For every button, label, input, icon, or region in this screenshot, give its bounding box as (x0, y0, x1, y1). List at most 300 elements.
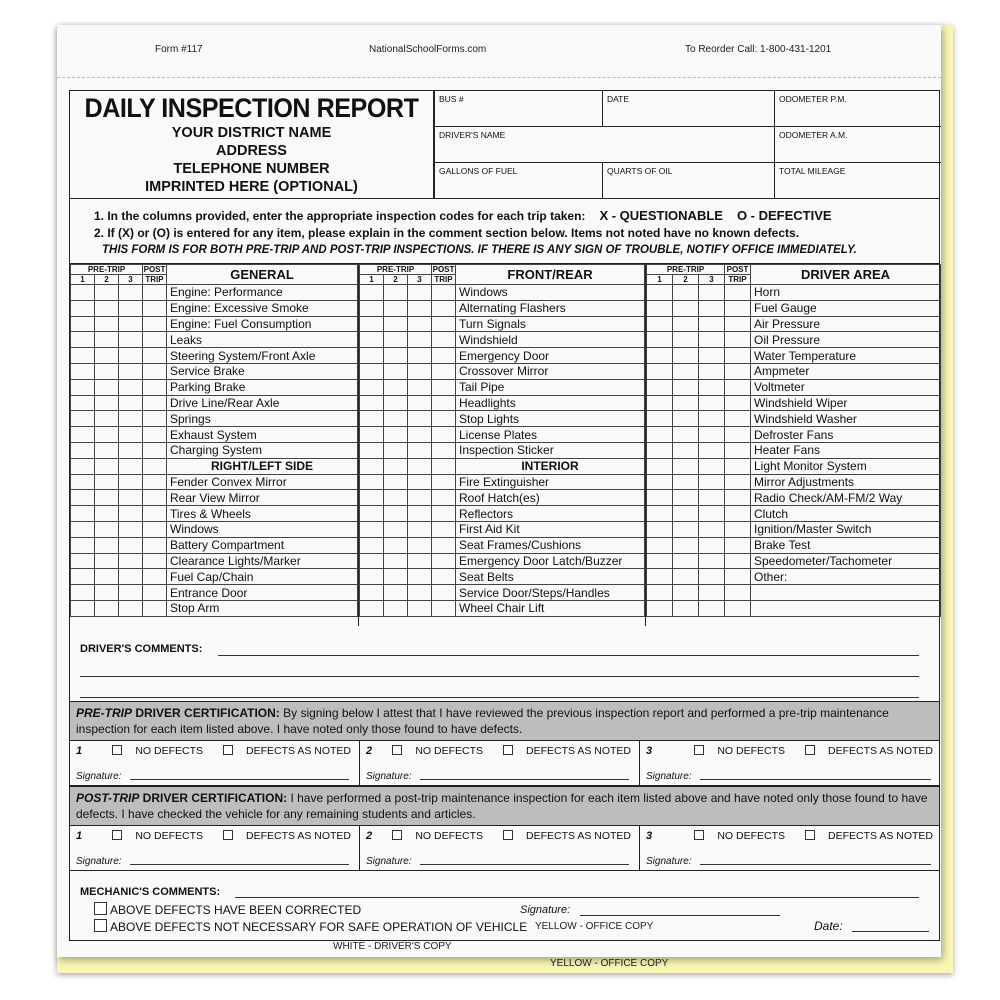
inspection-code-cell[interactable] (360, 300, 384, 316)
defects-as-noted-option[interactable] (213, 745, 351, 757)
inspection-code-cell[interactable] (725, 348, 751, 364)
inspection-code-cell[interactable] (725, 521, 751, 537)
inspection-code-cell[interactable] (143, 490, 167, 506)
inspection-code-cell[interactable] (408, 553, 432, 569)
inspection-code-cell[interactable] (384, 537, 408, 553)
inspection-code-cell[interactable] (673, 332, 699, 348)
inspection-code-cell[interactable] (71, 537, 95, 553)
inspection-code-cell[interactable] (699, 395, 725, 411)
inspection-code-cell[interactable] (71, 458, 95, 474)
inspection-code-cell[interactable] (143, 458, 167, 474)
inspection-code-cell[interactable] (119, 442, 143, 458)
inspection-code-cell[interactable] (360, 411, 384, 427)
inspection-code-cell[interactable] (647, 348, 673, 364)
inspection-code-cell[interactable] (360, 332, 384, 348)
inspection-code-cell[interactable] (119, 474, 143, 490)
inspection-code-cell[interactable] (699, 427, 725, 443)
inspection-code-cell[interactable] (95, 316, 119, 332)
defects-as-noted-option[interactable] (795, 745, 933, 757)
checkbox[interactable] (112, 745, 122, 755)
inspection-code-cell[interactable] (119, 411, 143, 427)
inspection-code-cell[interactable] (143, 442, 167, 458)
odometer-pm-field[interactable]: ODOMETER P.M. (774, 91, 941, 127)
inspection-code-cell[interactable] (384, 363, 408, 379)
inspection-code-cell[interactable] (360, 348, 384, 364)
inspection-code-cell[interactable] (432, 521, 456, 537)
inspection-code-cell[interactable] (725, 363, 751, 379)
inspection-code-cell[interactable] (673, 348, 699, 364)
inspection-code-cell[interactable] (95, 474, 119, 490)
inspection-code-cell[interactable] (119, 379, 143, 395)
inspection-code-cell[interactable] (384, 285, 408, 301)
inspection-code-cell[interactable] (384, 553, 408, 569)
inspection-code-cell[interactable] (673, 600, 699, 616)
checkbox[interactable] (503, 830, 513, 840)
inspection-code-cell[interactable] (432, 490, 456, 506)
inspection-code-cell[interactable] (432, 363, 456, 379)
inspection-code-cell[interactable] (95, 553, 119, 569)
inspection-code-cell[interactable] (95, 600, 119, 616)
inspection-code-cell[interactable] (725, 285, 751, 301)
inspection-code-cell[interactable] (360, 285, 384, 301)
inspection-code-cell[interactable] (647, 521, 673, 537)
comment-line[interactable] (218, 655, 919, 656)
inspection-code-cell[interactable] (360, 427, 384, 443)
inspection-code-cell[interactable] (408, 442, 432, 458)
inspection-code-cell[interactable] (360, 363, 384, 379)
inspection-code-cell[interactable] (408, 585, 432, 601)
inspection-code-cell[interactable] (71, 569, 95, 585)
inspection-code-cell[interactable] (673, 569, 699, 585)
inspection-code-cell[interactable] (408, 332, 432, 348)
inspection-code-cell[interactable] (143, 332, 167, 348)
inspection-code-cell[interactable] (673, 442, 699, 458)
inspection-code-cell[interactable] (673, 537, 699, 553)
inspection-code-cell[interactable] (408, 569, 432, 585)
checkbox[interactable] (392, 830, 402, 840)
inspection-code-cell[interactable] (143, 363, 167, 379)
signature-line[interactable] (420, 864, 629, 865)
inspection-code-cell[interactable] (143, 300, 167, 316)
inspection-code-cell[interactable] (119, 300, 143, 316)
inspection-code-cell[interactable] (384, 411, 408, 427)
no-defects-option[interactable] (382, 745, 483, 757)
inspection-code-cell[interactable] (95, 411, 119, 427)
inspection-code-cell[interactable] (432, 585, 456, 601)
inspection-code-cell[interactable] (95, 490, 119, 506)
inspection-code-cell[interactable] (699, 537, 725, 553)
inspection-code-cell[interactable] (95, 427, 119, 443)
inspection-code-cell[interactable] (360, 506, 384, 522)
inspection-code-cell[interactable] (384, 316, 408, 332)
inspection-code-cell[interactable] (725, 332, 751, 348)
inspection-code-cell[interactable] (360, 442, 384, 458)
inspection-code-cell[interactable] (360, 474, 384, 490)
inspection-code-cell[interactable] (119, 363, 143, 379)
inspection-code-cell[interactable] (725, 553, 751, 569)
inspection-code-cell[interactable] (95, 379, 119, 395)
inspection-code-cell[interactable] (432, 316, 456, 332)
inspection-code-cell[interactable] (119, 332, 143, 348)
inspection-code-cell[interactable] (360, 553, 384, 569)
inspection-code-cell[interactable] (432, 379, 456, 395)
mechanics-comments-line[interactable] (235, 897, 919, 898)
inspection-code-cell[interactable] (725, 490, 751, 506)
defects-as-noted-option[interactable] (493, 745, 631, 757)
inspection-code-cell[interactable] (119, 537, 143, 553)
inspection-code-cell[interactable] (699, 379, 725, 395)
inspection-code-cell[interactable] (673, 316, 699, 332)
inspection-code-cell[interactable] (647, 411, 673, 427)
inspection-code-cell[interactable] (143, 569, 167, 585)
checkbox[interactable] (694, 745, 704, 755)
inspection-code-cell[interactable] (699, 300, 725, 316)
inspection-code-cell[interactable] (673, 490, 699, 506)
date-field[interactable]: DATE (602, 91, 774, 127)
signature-line[interactable] (420, 779, 629, 780)
inspection-code-cell[interactable] (432, 458, 456, 474)
inspection-code-cell[interactable] (647, 427, 673, 443)
inspection-code-cell[interactable] (71, 316, 95, 332)
inspection-code-cell[interactable] (71, 585, 95, 601)
inspection-code-cell[interactable] (95, 395, 119, 411)
inspection-code-cell[interactable] (384, 427, 408, 443)
inspection-code-cell[interactable] (408, 427, 432, 443)
inspection-code-cell[interactable] (95, 569, 119, 585)
inspection-code-cell[interactable] (699, 521, 725, 537)
inspection-code-cell[interactable] (360, 569, 384, 585)
inspection-code-cell[interactable] (673, 553, 699, 569)
inspection-code-cell[interactable] (95, 332, 119, 348)
total-mileage-field[interactable]: TOTAL MILEAGE (774, 163, 941, 199)
inspection-code-cell[interactable] (384, 458, 408, 474)
inspection-code-cell[interactable] (119, 427, 143, 443)
inspection-code-cell[interactable] (119, 316, 143, 332)
inspection-code-cell[interactable] (647, 332, 673, 348)
signature-line[interactable] (130, 864, 349, 865)
inspection-code-cell[interactable] (432, 442, 456, 458)
inspection-code-cell[interactable] (95, 285, 119, 301)
inspection-code-cell[interactable] (95, 537, 119, 553)
inspection-code-cell[interactable] (71, 474, 95, 490)
inspection-code-cell[interactable] (725, 585, 751, 601)
inspection-code-cell[interactable] (725, 427, 751, 443)
inspection-code-cell[interactable] (725, 569, 751, 585)
inspection-code-cell[interactable] (119, 490, 143, 506)
inspection-code-cell[interactable] (71, 427, 95, 443)
defects-corrected-option[interactable] (94, 902, 361, 917)
inspection-code-cell[interactable] (119, 285, 143, 301)
inspection-code-cell[interactable] (384, 600, 408, 616)
inspection-code-cell[interactable] (673, 300, 699, 316)
inspection-code-cell[interactable] (699, 458, 725, 474)
comment-line[interactable] (80, 676, 919, 677)
inspection-code-cell[interactable] (647, 506, 673, 522)
inspection-code-cell[interactable] (71, 442, 95, 458)
inspection-code-cell[interactable] (699, 316, 725, 332)
inspection-code-cell[interactable] (119, 458, 143, 474)
inspection-code-cell[interactable] (143, 379, 167, 395)
inspection-code-cell[interactable] (143, 316, 167, 332)
inspection-code-cell[interactable] (408, 474, 432, 490)
inspection-code-cell[interactable] (71, 300, 95, 316)
inspection-code-cell[interactable] (71, 379, 95, 395)
inspection-code-cell[interactable] (699, 442, 725, 458)
inspection-code-cell[interactable] (384, 348, 408, 364)
inspection-code-cell[interactable] (71, 553, 95, 569)
inspection-code-cell[interactable] (119, 506, 143, 522)
inspection-code-cell[interactable] (360, 379, 384, 395)
inspection-code-cell[interactable] (143, 521, 167, 537)
inspection-code-cell[interactable] (71, 363, 95, 379)
inspection-code-cell[interactable] (95, 363, 119, 379)
inspection-code-cell[interactable] (725, 395, 751, 411)
checkbox[interactable] (503, 745, 513, 755)
odometer-am-field[interactable]: ODOMETER A.M. (774, 127, 941, 163)
inspection-code-cell[interactable] (673, 427, 699, 443)
inspection-code-cell[interactable] (71, 332, 95, 348)
inspection-code-cell[interactable] (119, 395, 143, 411)
inspection-code-cell[interactable] (647, 600, 673, 616)
gallons-of-fuel-field[interactable]: GALLONS OF FUEL (434, 163, 602, 199)
inspection-code-cell[interactable] (95, 300, 119, 316)
inspection-code-cell[interactable] (384, 300, 408, 316)
inspection-code-cell[interactable] (432, 474, 456, 490)
checkbox[interactable] (223, 745, 233, 755)
signature-line[interactable] (700, 779, 931, 780)
inspection-code-cell[interactable] (725, 474, 751, 490)
inspection-code-cell[interactable] (432, 348, 456, 364)
inspection-code-cell[interactable] (143, 285, 167, 301)
checkbox[interactable] (112, 830, 122, 840)
inspection-code-cell[interactable] (71, 348, 95, 364)
inspection-code-cell[interactable] (95, 521, 119, 537)
defects-as-noted-option[interactable] (795, 830, 933, 842)
inspection-code-cell[interactable] (360, 458, 384, 474)
inspection-code-cell[interactable] (725, 442, 751, 458)
inspection-code-cell[interactable] (119, 569, 143, 585)
inspection-code-cell[interactable] (71, 521, 95, 537)
inspection-code-cell[interactable] (647, 474, 673, 490)
inspection-code-cell[interactable] (725, 458, 751, 474)
inspection-code-cell[interactable] (699, 285, 725, 301)
inspection-code-cell[interactable] (143, 537, 167, 553)
inspection-code-cell[interactable] (647, 553, 673, 569)
drivers-comments-section[interactable] (70, 626, 939, 701)
inspection-code-cell[interactable] (699, 600, 725, 616)
inspection-code-cell[interactable] (699, 553, 725, 569)
inspection-code-cell[interactable] (360, 395, 384, 411)
defects-as-noted-option[interactable] (493, 830, 631, 842)
inspection-code-cell[interactable] (408, 458, 432, 474)
inspection-code-cell[interactable] (408, 316, 432, 332)
inspection-code-cell[interactable] (71, 285, 95, 301)
inspection-code-cell[interactable] (673, 474, 699, 490)
inspection-code-cell[interactable] (408, 600, 432, 616)
inspection-code-cell[interactable] (647, 300, 673, 316)
inspection-code-cell[interactable] (699, 411, 725, 427)
inspection-code-cell[interactable] (71, 411, 95, 427)
inspection-code-cell[interactable] (699, 474, 725, 490)
mechanic-date-line[interactable] (852, 931, 929, 932)
inspection-code-cell[interactable] (432, 285, 456, 301)
inspection-code-cell[interactable] (699, 363, 725, 379)
inspection-code-cell[interactable] (384, 395, 408, 411)
inspection-code-cell[interactable] (432, 300, 456, 316)
inspection-code-cell[interactable] (95, 506, 119, 522)
inspection-code-cell[interactable] (360, 521, 384, 537)
inspection-code-cell[interactable] (432, 537, 456, 553)
inspection-code-cell[interactable] (143, 411, 167, 427)
inspection-code-cell[interactable] (408, 395, 432, 411)
bus-number-field[interactable]: BUS # (434, 91, 602, 127)
inspection-code-cell[interactable] (725, 506, 751, 522)
inspection-code-cell[interactable] (408, 285, 432, 301)
inspection-code-cell[interactable] (384, 521, 408, 537)
inspection-code-cell[interactable] (384, 490, 408, 506)
inspection-code-cell[interactable] (384, 569, 408, 585)
inspection-code-cell[interactable] (143, 427, 167, 443)
inspection-code-cell[interactable] (71, 395, 95, 411)
inspection-code-cell[interactable] (699, 490, 725, 506)
inspection-code-cell[interactable] (432, 569, 456, 585)
inspection-code-cell[interactable] (71, 506, 95, 522)
checkbox[interactable] (805, 745, 815, 755)
inspection-code-cell[interactable] (408, 490, 432, 506)
signature-line[interactable] (130, 779, 349, 780)
mechanic-signature-line[interactable] (580, 915, 780, 916)
inspection-code-cell[interactable] (408, 521, 432, 537)
inspection-code-cell[interactable] (647, 458, 673, 474)
inspection-code-cell[interactable] (95, 585, 119, 601)
inspection-code-cell[interactable] (143, 474, 167, 490)
inspection-code-cell[interactable] (408, 537, 432, 553)
inspection-code-cell[interactable] (119, 521, 143, 537)
inspection-code-cell[interactable] (143, 585, 167, 601)
inspection-code-cell[interactable] (725, 411, 751, 427)
inspection-code-cell[interactable] (725, 316, 751, 332)
quarts-of-oil-field[interactable]: QUARTS OF OIL (602, 163, 774, 199)
checkbox[interactable] (694, 830, 704, 840)
inspection-code-cell[interactable] (360, 600, 384, 616)
inspection-code-cell[interactable] (71, 490, 95, 506)
inspection-code-cell[interactable] (408, 411, 432, 427)
no-defects-option[interactable] (102, 830, 203, 842)
inspection-code-cell[interactable] (119, 585, 143, 601)
inspection-code-cell[interactable] (432, 600, 456, 616)
inspection-code-cell[interactable] (673, 285, 699, 301)
inspection-code-cell[interactable] (384, 506, 408, 522)
inspection-code-cell[interactable] (673, 585, 699, 601)
inspection-code-cell[interactable] (673, 411, 699, 427)
checkbox[interactable] (94, 919, 107, 932)
inspection-code-cell[interactable] (432, 427, 456, 443)
inspection-code-cell[interactable] (408, 506, 432, 522)
inspection-code-cell[interactable] (673, 395, 699, 411)
inspection-code-cell[interactable] (360, 537, 384, 553)
drivers-name-field[interactable]: DRIVER'S NAME (434, 127, 774, 163)
inspection-code-cell[interactable] (647, 379, 673, 395)
inspection-code-cell[interactable] (673, 506, 699, 522)
inspection-code-cell[interactable] (725, 537, 751, 553)
inspection-code-cell[interactable] (432, 411, 456, 427)
inspection-code-cell[interactable] (647, 490, 673, 506)
inspection-code-cell[interactable] (408, 300, 432, 316)
inspection-code-cell[interactable] (673, 363, 699, 379)
inspection-code-cell[interactable] (360, 585, 384, 601)
inspection-code-cell[interactable] (143, 600, 167, 616)
inspection-code-cell[interactable] (432, 506, 456, 522)
inspection-code-cell[interactable] (647, 316, 673, 332)
inspection-code-cell[interactable] (119, 553, 143, 569)
inspection-code-cell[interactable] (119, 600, 143, 616)
inspection-code-cell[interactable] (143, 395, 167, 411)
inspection-code-cell[interactable] (384, 442, 408, 458)
inspection-code-cell[interactable] (699, 585, 725, 601)
defects-as-noted-option[interactable] (213, 830, 351, 842)
inspection-code-cell[interactable] (647, 363, 673, 379)
inspection-code-cell[interactable] (673, 521, 699, 537)
defects-not-necessary-option[interactable] (94, 919, 527, 934)
inspection-code-cell[interactable] (95, 442, 119, 458)
inspection-code-cell[interactable] (647, 585, 673, 601)
inspection-code-cell[interactable] (360, 316, 384, 332)
no-defects-option[interactable] (684, 830, 785, 842)
inspection-code-cell[interactable] (647, 569, 673, 585)
inspection-code-cell[interactable] (408, 348, 432, 364)
inspection-code-cell[interactable] (647, 537, 673, 553)
comment-line[interactable] (80, 697, 919, 698)
inspection-code-cell[interactable] (725, 600, 751, 616)
inspection-code-cell[interactable] (71, 600, 95, 616)
inspection-code-cell[interactable] (384, 332, 408, 348)
no-defects-option[interactable] (382, 830, 483, 842)
inspection-code-cell[interactable] (432, 553, 456, 569)
inspection-code-cell[interactable] (384, 474, 408, 490)
inspection-code-cell[interactable] (725, 379, 751, 395)
checkbox[interactable] (223, 830, 233, 840)
inspection-code-cell[interactable] (143, 348, 167, 364)
inspection-code-cell[interactable] (432, 395, 456, 411)
inspection-code-cell[interactable] (384, 379, 408, 395)
no-defects-option[interactable] (102, 745, 203, 757)
inspection-code-cell[interactable] (119, 348, 143, 364)
inspection-code-cell[interactable] (699, 506, 725, 522)
checkbox[interactable] (805, 830, 815, 840)
inspection-code-cell[interactable] (647, 285, 673, 301)
inspection-code-cell[interactable] (725, 300, 751, 316)
checkbox[interactable] (392, 745, 402, 755)
signature-line[interactable] (700, 864, 931, 865)
inspection-code-cell[interactable] (647, 395, 673, 411)
inspection-code-cell[interactable] (699, 348, 725, 364)
inspection-code-cell[interactable] (673, 458, 699, 474)
inspection-code-cell[interactable] (647, 442, 673, 458)
inspection-code-cell[interactable] (432, 332, 456, 348)
inspection-code-cell[interactable] (699, 332, 725, 348)
inspection-code-cell[interactable] (95, 348, 119, 364)
inspection-code-cell[interactable] (143, 506, 167, 522)
inspection-code-cell[interactable] (95, 458, 119, 474)
inspection-code-cell[interactable] (673, 379, 699, 395)
inspection-code-cell[interactable] (384, 585, 408, 601)
inspection-code-cell[interactable] (408, 363, 432, 379)
inspection-code-cell[interactable] (143, 553, 167, 569)
no-defects-option[interactable] (684, 745, 785, 757)
checkbox[interactable] (94, 902, 107, 915)
inspection-code-cell[interactable] (699, 569, 725, 585)
inspection-code-cell[interactable] (360, 490, 384, 506)
